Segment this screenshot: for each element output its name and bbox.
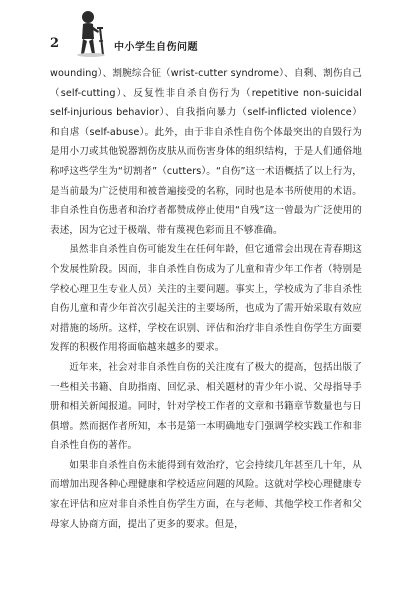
running-title: 中小学生自伤问题 [114,42,198,53]
page-number: 2 [50,36,60,51]
body-text [50,64,362,534]
page-header [0,0,400,62]
paragraph: 近年来，社会对非自杀性自伤的关注度有了极大的提高，包括出版了一些相关书籍、自助指南、回忆录、相关题材的青少年小说、父母指导手册和相关新闻报道。同时，针对学校工作者的文章和书籍章节数量也与日俱增。然而据作者所知，本书是第一本明确地专门强调学校实践工作和非自杀性自伤的著作。 [50,361,362,452]
crutch-figure-icon [66,8,114,58]
paragraph: 如果非自杀性自伤未能得到有效治疗，它会持续几年甚至几十年，从而增加出现各种心理健康和学校适应问题的风险。这就对学校心理健康专家在评估和应对非自杀性自伤学生方面，在与老师、其他学校工作者和父母家人协商方面，提出了更多的要求。但是， [50,459,362,530]
paragraph: 虽然非自杀性自伤可能发生在任何年龄，但它通常会出现在青春期这个发展性阶段。因而，非自杀性自伤成为了儿童和青少年工作者（特别是学校心理卫生专业人员）关注的主要问题。事实上，学校成为了非自杀性自伤儿童和青少年首次引起关注的主要场所，也成为了需开始采取有效应对措施的场所。这样，学校在识别、评估和治疗非自杀性自伤学生方面要发挥的积极作用将面临越来越多的要求。 [50,244,362,354]
paragraph: wounding）、割腕综合征（wrist-cutter syndrome）、自剩、割伤自己（self-cutting）、反复性非自杀自伤行为（repetitive non-suicidal self-injurious behavior）、自我指向暴力（self-inflicted violence）和自虐（self-abuse）。此外，由于非自杀性自伤个体最突出的自毁行为是用小刀或其他锐器割伤皮肤从而伤害身体的组织结构，于是人们通俗地称呼这些学生为“切割者”（cutters）。“自伤”这一术语概括了以上行为，是当前最为广泛使用和被普遍接受的名称，同时也是本书所使用的术语。非自杀性自伤患者和治疗者都赞成停止使用“自残”这一曾最为广泛使用的表述，因为它过于极端、带有蔑视色彩而且不够准确。 [50,68,362,236]
